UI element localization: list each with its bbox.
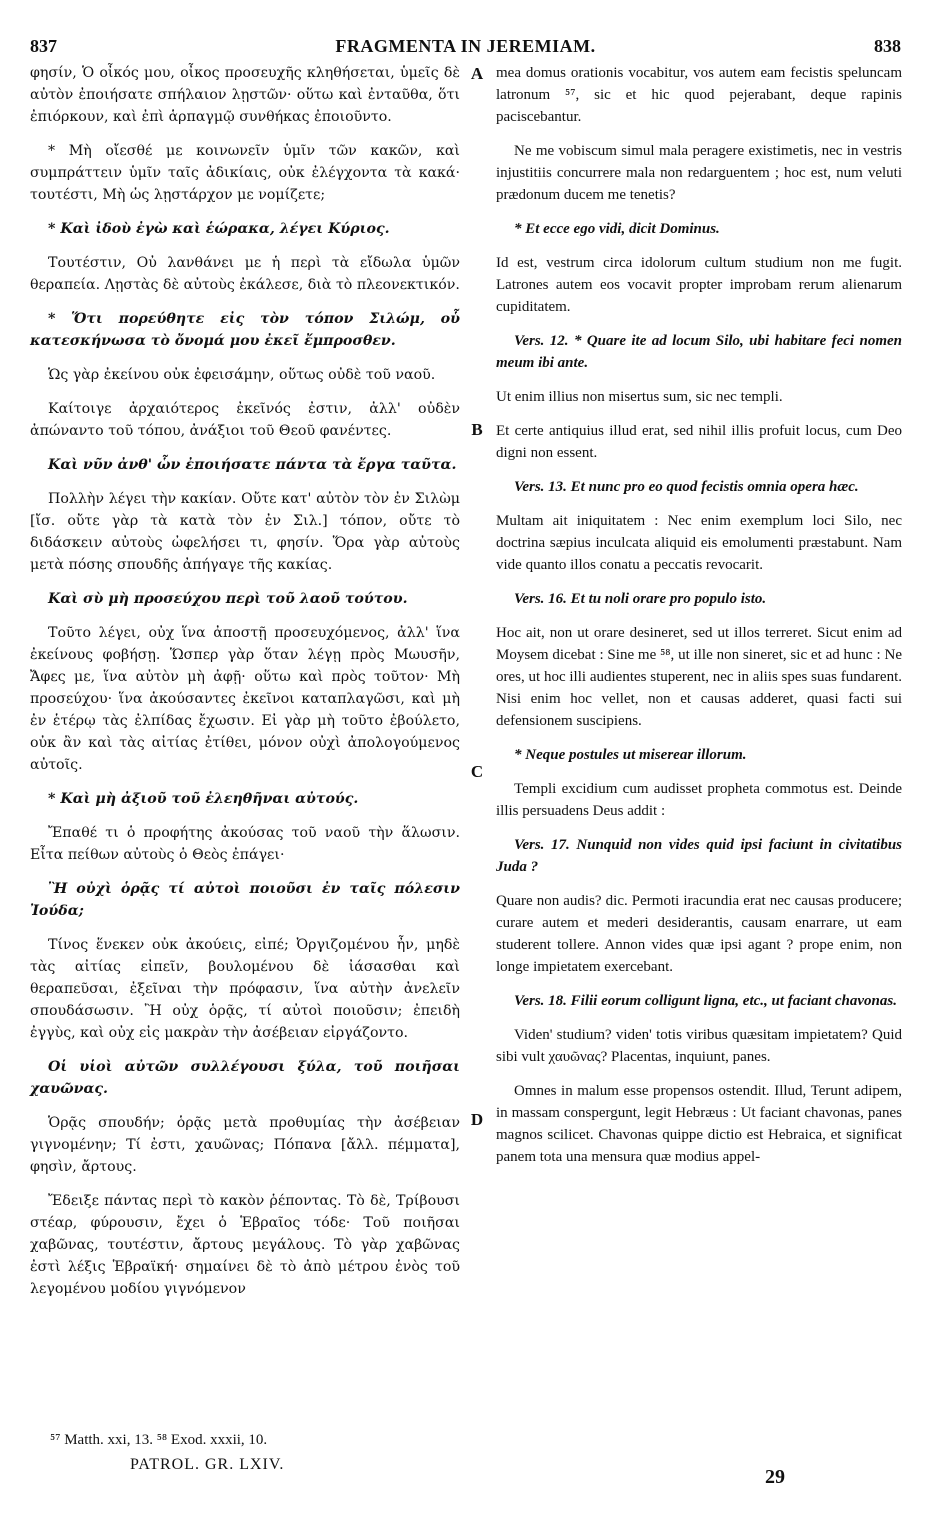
latin-paragraph: Templi excidium cum audisset propheta commotus est. Deinde illis persuadens Deus addit : bbox=[496, 781, 902, 819]
latin-lemma: * Et ecce ego vidi, dicit Dominus. bbox=[514, 221, 720, 237]
greek-paragraph: Ὡς γὰρ ἐκείνου οὐκ ἐφεισάμην, οὕτως οὐδὲ τοῦ ναοῦ. bbox=[48, 367, 436, 383]
greek-lemma: Οἱ υἱοὶ αὐτῶν συλλέγουσι ξύλα, τοῦ ποιῆσαι χαυῶνας. bbox=[30, 1059, 460, 1097]
page-header bbox=[30, 36, 901, 58]
page-number-right: 838 bbox=[874, 36, 901, 56]
latin-verse-heading: Vers. 18. Filii eorum colligunt ligna, etc., ut faciant chavonas. bbox=[514, 993, 897, 1009]
greek-paragraph: φησίν, Ὁ οἶκός μου, οἶκος προσευχῆς κληθήσεται, ὑμεῖς δὲ αὐτὸν ἐποιήσατε σπήλαιον λῃστῶν· οὕτω καὶ ἐνταῦθα, ὅτι ἐπιόρκουν, καὶ ἐπὶ ἁρπαγμῷ συνθήκας ἐποιοῦντο. bbox=[30, 65, 460, 125]
margin-marker-a: A bbox=[470, 64, 484, 83]
latin-verse-heading: Vers. 13. Et nunc pro eo quod fecistis omnia opera hæc. bbox=[514, 479, 859, 495]
latin-paragraph: Id est, vestrum circa idolorum cultum studium non me fugit. Latrones autem eos vocavit propter improbam rerum alienarum cupiditatem. bbox=[496, 255, 902, 315]
latin-paragraph: Viden' studium? viden' totis viribus quæsitam impietatem? Quid sibi vult χαυῶνας? Placentas, inquiunt, panes. bbox=[496, 1027, 902, 1065]
greek-paragraph: Τίνος ἕνεκεν οὐκ ἀκούεις, εἰπέ; Ὀργιζομένου ἦν, μηδὲ τὰς αἰτίας εἰπεῖν, βουλομένου δὲ ἰάσασθαι καὶ θεραπεῦσαι, ἐξεῖναι τὴν πρόφασιν, ἵνα αὐτὴν ἀνελεῖν σπουδάσωσιν. Ἢ οὐχ ὁρᾷς, τί αὐτοὶ ποιοῦσιν; ἐπειδὴ ἐγγὺς, καὶ οὐχ εἰς μακρὰν τὴν ἀσέβειαν εἰργάζοντο. bbox=[30, 937, 460, 1041]
greek-paragraph: Ἔπαθέ τι ὁ προφήτης ἀκούσας τοῦ ναοῦ τὴν ἅλωσιν. Εἶτα πείθων αὐτοὺς ὁ Θεὸς ἐπάγει· bbox=[30, 825, 460, 863]
latin-paragraph: Et certe antiquius illud erat, sed nihil illis profuit locus, cum Deo digni non essent. bbox=[496, 423, 902, 461]
greek-paragraph: * Μὴ οἴεσθέ με κοινωνεῖν ὑμῖν τῶν κακῶν, καὶ συμπράττειν ὑμῖν ταῖς ἀδικίαις, οὐκ ἐλέγχοντα τὰ κακά· τουτέστι, Μὴ ὡς λῃστάρχον με νομίζετε; bbox=[30, 143, 460, 203]
greek-column bbox=[30, 62, 460, 1312]
latin-paragraph: Quare non audis? dic. Permoti iracundia erat nec causas producere; curare autem et mederi desiderantis, causam enarrare, ut eam studerent tollere. Annon vides quæ ipsi agant ? prope enim, non longe impietatem exercebant. bbox=[496, 893, 902, 975]
margin-marker-c: C bbox=[470, 762, 484, 781]
greek-paragraph: Τοῦτο λέγει, οὐχ ἵνα ἀποστῇ προσευχόμενος, ἀλλ' ἵνα ἐκείνους φοβήσῃ. Ὥσπερ γὰρ ὅταν λέγῃ πρὸς Μωυσῆν, Ἄφες με, ἵνα αὐτὸν μὴ ἀφῇ· οὕτω καὶ πρὸς τοῦτον· Μὴ προσεύχου· ἵνα ἀκούσαντες ἐκεῖνοι καταπλαγῶσι, καὶ μὴ ἐν ἑτέρῳ τὰς ἐλπίδας ἔχωσιν. Εἰ γὰρ μὴ τοῦτο ἐβούλετο, οὐκ ἂν καὶ τὰς αἰτίας ἐτίθει, μόνον οὐχὶ ἀπολογούμενος αὐτοῖς. bbox=[30, 625, 460, 773]
greek-paragraph: Ἔδειξε πάντας περὶ τὸ κακὸν ῥέποντας. Τὸ δὲ, Τρίβουσι στέαρ, φύρουσιν, ἔχει ὁ Ἑβραῖος τόδε· Τοῦ ποιῆσαι χαβῶνας, τουτέστιν, ἄρτους μεγάλους. Τὸ γὰρ χαβῶνας ἐστὶ λέξις Ἑβραϊκή· σημαίνει δὲ τὸ ἀπὸ μέτρου ἑνὸς τοῦ λεγομένου μοδίου γιγνόμενον bbox=[30, 1193, 460, 1297]
latin-verse-heading: Vers. 17. Nunquid non vides quid ipsi faciunt in civitatibus Juda ? bbox=[496, 837, 902, 875]
greek-lemma: * Καὶ ἰδοὺ ἐγὼ καὶ ἑώρακα, λέγει Κύριος. bbox=[48, 221, 390, 237]
greek-paragraph: Ὁρᾷς σπουδήν; ὁρᾷς μετὰ προθυμίας τὴν ἀσέβειαν γιγνομένην; Τί ἐστι, χαυῶνας; Πόπανα [ἄλλ. πέμματα], φησὶν, ἄρτους. bbox=[30, 1115, 460, 1175]
latin-lemma: * Neque postules ut miserear illorum. bbox=[514, 747, 747, 763]
latin-paragraph: Ut enim illius non misertus sum, sic nec templi. bbox=[496, 389, 783, 405]
latin-paragraph: Omnes in malum esse propensos ostendit. Illud, Terunt adipem, in massam conspergunt, legit Hebræus : Ut faciant chavonas, panes magnos scilicet. Chavonas quippe dictio est Hebraica, et significat panem tota una mensura quæ modius appel- bbox=[496, 1083, 902, 1165]
greek-lemma: Καὶ σὺ μὴ προσεύχου περὶ τοῦ λαοῦ τούτου. bbox=[48, 591, 408, 607]
margin-marker-b: B bbox=[471, 420, 483, 439]
collection-signature: PATROL. GR. LXIV. bbox=[130, 1456, 285, 1473]
running-title: FRAGMENTA IN JEREMIAM. bbox=[335, 36, 596, 56]
latin-column bbox=[496, 62, 902, 1180]
greek-lemma: * Καὶ μὴ ἀξιοῦ τοῦ ἐλεηθῆναι αὐτούς. bbox=[48, 791, 359, 807]
greek-paragraph: Πολλὴν λέγει τὴν κακίαν. Οὔτε κατ' αὐτὸν τὸν ἐν Σιλὼμ [ἴσ. οὔτε γὰρ τὰ κατὰ τὸν ἐν Σιλ.] τόπον, οὔτε τὸ διδάσκειν αὐτοὺς ὠφελήσει τι, φησίν. Ὅρα γὰρ αὐτοὺς μετὰ πόσης σπουδῆς ἀπήγαγε τῆς κακίας. bbox=[30, 491, 460, 573]
gathering-number: 29 bbox=[765, 1466, 785, 1488]
latin-verse-heading: Vers. 16. Et tu noli orare pro populo isto. bbox=[514, 591, 767, 607]
footnotes: ⁵⁷ Matth. xxi, 13. ⁵⁸ Exod. xxxii, 10. bbox=[50, 1432, 268, 1448]
greek-lemma: Ἢ οὐχὶ ὁρᾷς τί αὐτοὶ ποιοῦσι ἐν ταῖς πόλεσιν Ἰούδα; bbox=[30, 881, 460, 919]
latin-paragraph: Ne me vobiscum simul mala peragere existimetis, nec in vestris injustitiis concurrere mala non redarguentem ; hoc est, num veluti prædonum ducem me tenetis? bbox=[496, 143, 902, 203]
page-number-left: 837 bbox=[30, 36, 57, 56]
latin-paragraph: Multam ait iniquitatem : Nec enim exemplum loci Silo, nec doctrina sæpius inculcata aliquid eis emolumenti præstabunt. Nam vide quanto illos conatu a peccatis revocarit. bbox=[496, 513, 902, 573]
greek-paragraph: Τουτέστιν, Οὐ λανθάνει με ἡ περὶ τὰ εἴδωλα ὑμῶν θεραπεία. Λῃστὰς δὲ αὐτοὺς ἐκάλεσε, διὰ τὸ πλεονεκτικόν. bbox=[30, 255, 460, 293]
latin-paragraph: mea domus orationis vocabitur, vos autem eam fecistis speluncam latronum ⁵⁷, sic et hic quod pejerabant, deque rapinis paciscebantur. bbox=[496, 65, 902, 125]
greek-paragraph: Καίτοιγε ἀρχαιότερος ἐκεῖνός ἐστιν, ἀλλ' οὐδὲν ἀπώναντο τοῦ τόπου, ἀνάξιοι τοῦ Θεοῦ φανέντες. bbox=[30, 401, 460, 439]
greek-lemma: Καὶ νῦν ἀνθ' ὧν ἐποιήσατε πάντα τὰ ἔργα ταῦτα. bbox=[48, 457, 457, 473]
latin-paragraph: Hoc ait, non ut orare desineret, sed ut illos terreret. Sicut enim ad Moysem dicebat : Sine me ⁵⁸, ut ille non sineret, sic et ad hunc : Ne ores, ut hoc illi audientes stuperent, nec in aliis spes suas fundarent. Nisi enim hoc vellet, non et causas adderet, quasi facti sui defensionem suscipiens. bbox=[496, 625, 902, 729]
latin-verse-heading: Vers. 12. * Quare ite ad locum Silo, ubi habitare feci nomen meum ibi ante. bbox=[496, 333, 902, 371]
greek-lemma: * Ὅτι πορεύθητε εἰς τὸν τόπον Σιλώμ, οὗ κατεσκήνωσα τὸ ὄνομά μου ἐκεῖ ἔμπροσθεν. bbox=[30, 311, 460, 349]
margin-marker-d: D bbox=[470, 1110, 484, 1129]
